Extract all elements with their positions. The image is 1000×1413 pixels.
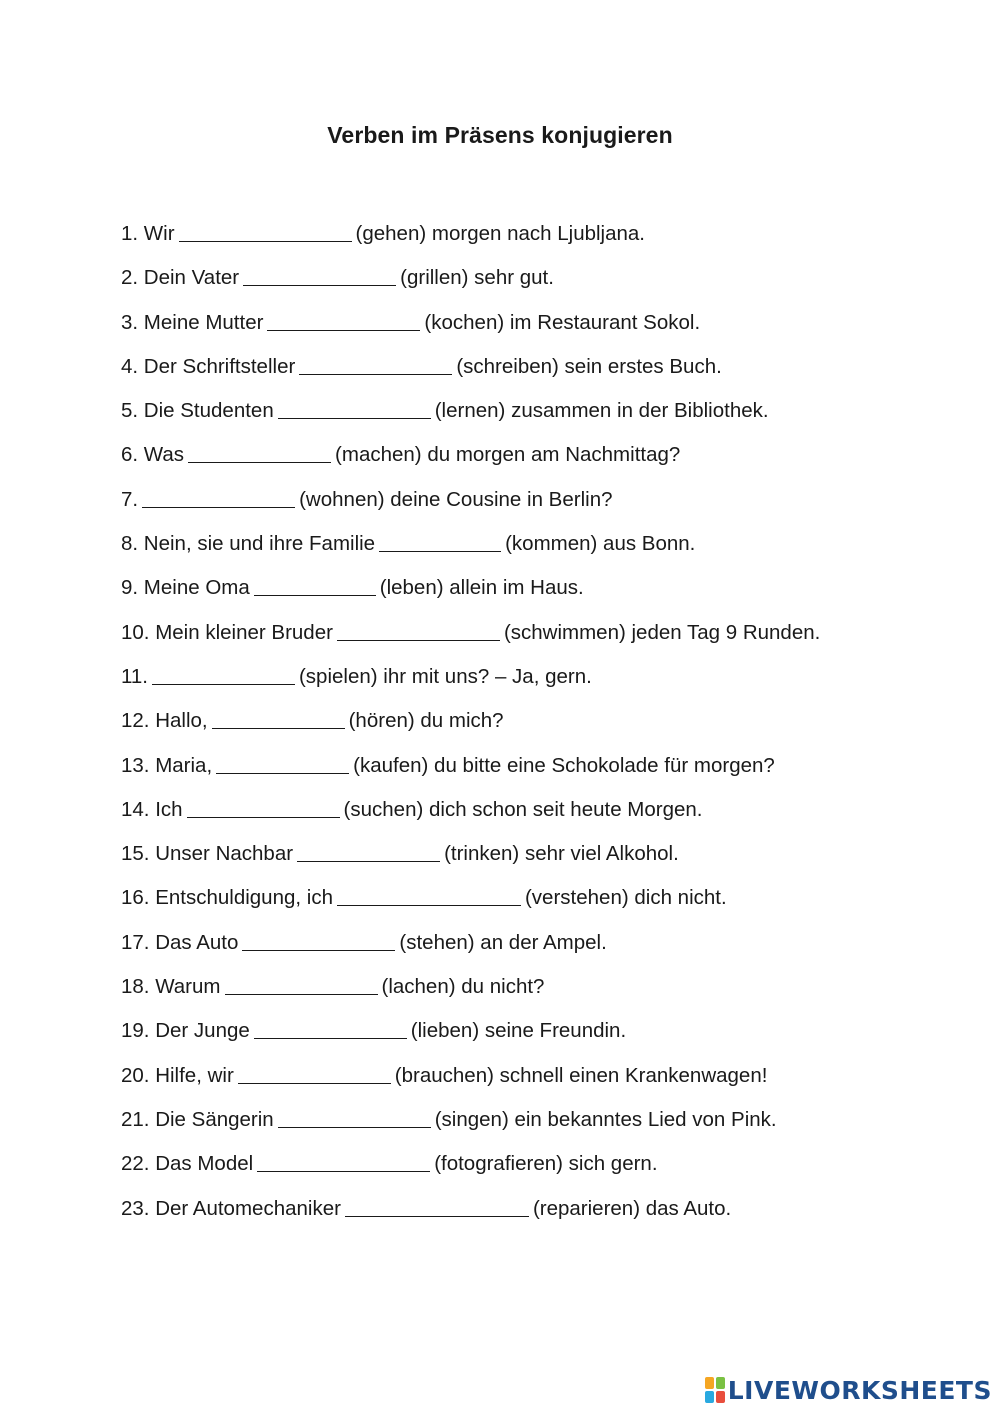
answer-blank[interactable] — [238, 1061, 391, 1084]
exercise-item — [121, 438, 941, 482]
exercise-verb-and-rest: (kommen) aus Bonn. — [505, 532, 696, 556]
exercise-item — [121, 660, 941, 704]
answer-blank[interactable] — [299, 352, 452, 375]
exercise-verb-and-rest: (reparieren) das Auto. — [532, 1196, 732, 1220]
exercise-item — [121, 217, 941, 261]
exercise-item — [121, 1147, 941, 1191]
answer-blank[interactable] — [142, 485, 295, 508]
answer-blank[interactable] — [216, 751, 349, 774]
answer-blank[interactable] — [379, 529, 501, 552]
exercise-verb-and-rest: (lachen) du nicht? — [381, 975, 545, 999]
exercise-prompt: 22. Das Model — [121, 1152, 254, 1176]
exercise-item — [121, 837, 941, 881]
exercise-item — [121, 1059, 941, 1103]
exercise-verb-and-rest: (machen) du morgen am Nachmittag? — [335, 443, 681, 467]
exercise-item — [121, 881, 941, 925]
exercise-item — [121, 616, 941, 660]
exercise-prompt: 5. Die Studenten — [121, 399, 274, 423]
exercise-prompt: 8. Nein, sie und ihre Familie — [121, 532, 376, 556]
exercise-prompt: 23. Der Automechaniker — [121, 1196, 341, 1220]
exercise-verb-and-rest: (suchen) dich schon seit heute Morgen. — [343, 797, 703, 821]
exercise-verb-and-rest: (kaufen) du bitte eine Schokolade für morgen? — [353, 753, 775, 777]
exercise-verb-and-rest: (brauchen) schnell einen Krankenwagen! — [394, 1063, 768, 1087]
exercise-prompt: 19. Der Junge — [121, 1019, 250, 1043]
exercise-verb-and-rest: (gehen) morgen nach Ljubljana. — [355, 222, 646, 245]
exercise-verb-and-rest: (leben) allein im Haus. — [379, 576, 584, 600]
exercise-verb-and-rest: (lieben) seine Freundin. — [410, 1019, 627, 1043]
answer-blank[interactable] — [152, 662, 295, 685]
exercise-prompt: 14. Ich — [121, 797, 183, 821]
exercise-prompt: 18. Warum — [121, 975, 221, 999]
exercise-verb-and-rest: (singen) ein bekanntes Lied von Pink. — [434, 1107, 777, 1131]
answer-blank[interactable] — [188, 440, 331, 463]
logo-square — [705, 1377, 714, 1389]
exercise-prompt: 9. Meine Oma — [121, 576, 250, 600]
logo-square — [716, 1391, 725, 1403]
exercise-prompt: 6. Was — [121, 443, 185, 467]
exercise-verb-and-rest: (hören) du mich? — [348, 709, 504, 733]
exercise-verb-and-rest: (kochen) im Restaurant Sokol. — [424, 310, 701, 334]
answer-blank[interactable] — [243, 263, 396, 286]
exercise-prompt: 17. Das Auto — [121, 930, 239, 954]
exercise-item — [121, 793, 941, 837]
exercise-verb-and-rest: (stehen) an der Ampel. — [399, 930, 607, 954]
exercise-item — [121, 306, 941, 350]
answer-blank[interactable] — [267, 308, 420, 331]
exercise-prompt: 3. Meine Mutter — [121, 310, 264, 334]
exercise-item — [121, 350, 941, 394]
liveworksheets-logo[interactable] — [705, 1375, 992, 1405]
exercise-verb-and-rest: (trinken) sehr viel Alkohol. — [444, 842, 679, 866]
logo-square — [716, 1377, 725, 1389]
exercise-verb-and-rest: (spielen) ihr mit uns? – Ja, gern. — [298, 664, 592, 688]
logo-text: LIVEWORKSHEETS — [727, 1375, 992, 1405]
exercise-item — [121, 1103, 941, 1147]
answer-blank[interactable] — [254, 1016, 407, 1039]
answer-blank[interactable] — [337, 883, 521, 906]
exercise-item — [121, 970, 941, 1014]
answer-blank[interactable] — [345, 1194, 529, 1217]
exercise-verb-and-rest: (schreiben) sein erstes Buch. — [456, 354, 722, 378]
exercise-prompt: 20. Hilfe, wir — [121, 1063, 234, 1087]
answer-blank[interactable] — [278, 1105, 431, 1128]
exercise-prompt: 15. Unser Nachbar — [121, 842, 294, 866]
exercise-prompt: 11. — [121, 664, 148, 688]
exercise-prompt: 7. — [121, 487, 139, 511]
liveworksheets-logo-icon — [705, 1377, 725, 1403]
exercise-item — [121, 1014, 941, 1058]
answer-blank[interactable] — [225, 972, 378, 995]
answer-blank[interactable] — [212, 706, 345, 729]
exercise-verb-and-rest: (schwimmen) jeden Tag 9 Runden. — [503, 620, 821, 644]
exercise-prompt: 1. Wir — [121, 222, 175, 245]
exercise-prompt: 4. Der Schriftsteller — [121, 354, 296, 378]
logo-square — [705, 1391, 714, 1403]
exercise-prompt: 12. Hallo, — [121, 709, 208, 733]
exercise-list — [121, 217, 941, 1236]
exercise-prompt: 2. Dein Vater — [121, 266, 240, 290]
answer-blank[interactable] — [254, 573, 376, 596]
answer-blank[interactable] — [278, 396, 431, 419]
answer-blank[interactable] — [297, 839, 440, 862]
page-title: Verben im Präsens konjugieren — [327, 122, 673, 148]
exercise-item — [121, 704, 941, 748]
exercise-item — [121, 527, 941, 571]
exercise-item — [121, 483, 941, 527]
exercise-verb-and-rest: (verstehen) dich nicht. — [524, 886, 727, 910]
exercise-prompt: 10. Mein kleiner Bruder — [121, 620, 333, 644]
answer-blank[interactable] — [257, 1149, 430, 1172]
exercise-item — [121, 749, 941, 793]
exercise-prompt: 13. Maria, — [121, 753, 213, 777]
answer-blank[interactable] — [187, 795, 340, 818]
exercise-verb-and-rest: (wohnen) deine Cousine in Berlin? — [299, 487, 613, 511]
exercise-verb-and-rest: (lernen) zusammen in der Bibliothek. — [434, 399, 769, 423]
exercise-item — [121, 1192, 941, 1236]
answer-blank[interactable] — [179, 219, 352, 242]
exercise-verb-and-rest: (fotografieren) sich gern. — [434, 1152, 658, 1176]
exercise-verb-and-rest: (grillen) sehr gut. — [400, 266, 554, 290]
answer-blank[interactable] — [337, 618, 500, 641]
exercise-item — [121, 261, 941, 305]
exercise-prompt: 16. Entschuldigung, ich — [121, 886, 333, 910]
answer-blank[interactable] — [242, 928, 395, 951]
exercise-item — [121, 394, 941, 438]
exercise-prompt: 21. Die Sängerin — [121, 1107, 274, 1131]
exercise-item — [121, 571, 941, 615]
exercise-item — [121, 926, 941, 970]
